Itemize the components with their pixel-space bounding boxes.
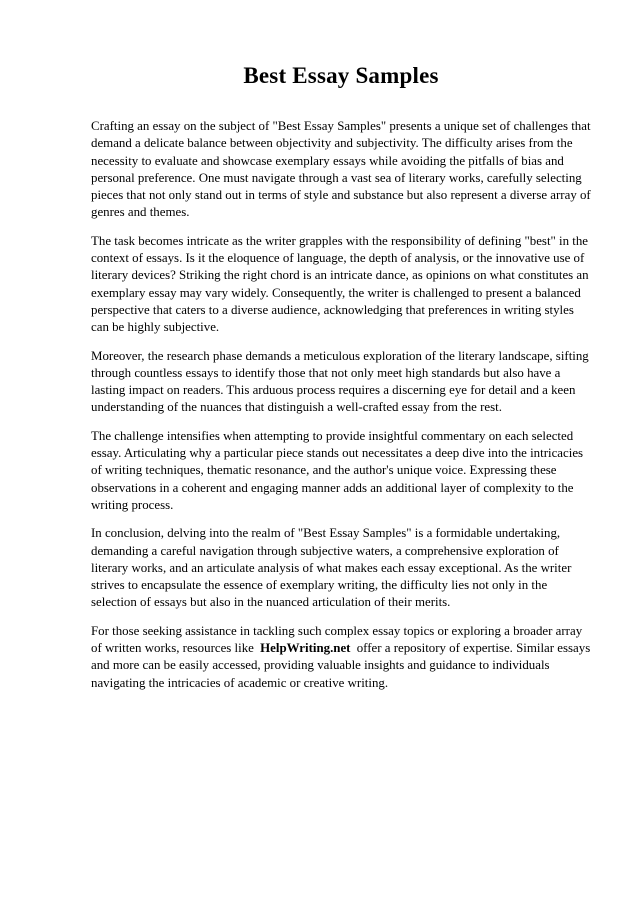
paragraph-defining-best: The task becomes intricate as the writer grapples with the responsibility of defining "best" in the context of essays. Is it the eloquence of language, the depth of analysis, or the innovative use of literary devices? Striking the right chord is an intricate dance, as opinions on what constitutes an exemplary essay may vary widely. Consequently, the writer is challenged to present a balanced perspective that caters to a diverse audience, acknowledging that preferences in writing styles can be highly subjective. xyxy=(91,233,589,335)
paragraph-commentary: The challenge intensifies when attempting to provide insightful commentary on each selected essay. Articulating why a particular piece stands out necessitates a deep dive into the intricacies of writing techniques, thematic resonance, and the author's unique voice. Expressing these observations in a coherent and engaging manner adds an additional layer of complexity to the writing process. xyxy=(91,428,584,512)
paragraph-research: Moreover, the research phase demands a meticulous exploration of the literary landscape, sifting through countless essays to identify those that not only meet high standards but also have a lasting impact on readers. This arduous process requires a discerning eye for detail and a keen understanding of the nuances that distinguish a well-crafted essay from the rest. xyxy=(91,348,589,415)
helpwriting-link[interactable]: HelpWriting.net xyxy=(260,641,351,656)
closing-text-after: offer a repository of expertise. Similar essays and more can be easily accessed, providing valuable insights and guidance to individuals navigating the intricacies of academic or creative writing. xyxy=(91,641,591,690)
paragraph-closing xyxy=(91,623,591,692)
page-title: Best Essay Samples xyxy=(243,63,439,88)
document-page xyxy=(91,60,591,703)
paragraph-intro: Crafting an essay on the subject of "Best Essay Samples" presents a unique set of challenges that demand a delicate balance between objectivity and subjectivity. The difficulty arises from the necessity to evaluate and showcase exemplary essays while avoiding the pitfalls of bias and personal preference. One must navigate through a vast sea of literary works, carefully selecting pieces that not only stand out in terms of style and substance but also represent a diverse array of genres and themes. xyxy=(91,119,591,220)
paragraph-conclusion: In conclusion, delving into the realm of "Best Essay Samples" is a formidable undertaking, demanding a careful navigation through subjective waters, a comprehensive exploration of literary works, and an articulate analysis of what makes each essay exceptional. As the writer strives to encapsulate the essence of exemplary writing, the difficulty lies not only in the selection of essays but also in the nuanced articulation of their merits. xyxy=(91,526,572,610)
closing-text-before: For those seeking assistance in tackling such complex essay topics or exploring a broader array of written works, resources like xyxy=(91,623,583,656)
